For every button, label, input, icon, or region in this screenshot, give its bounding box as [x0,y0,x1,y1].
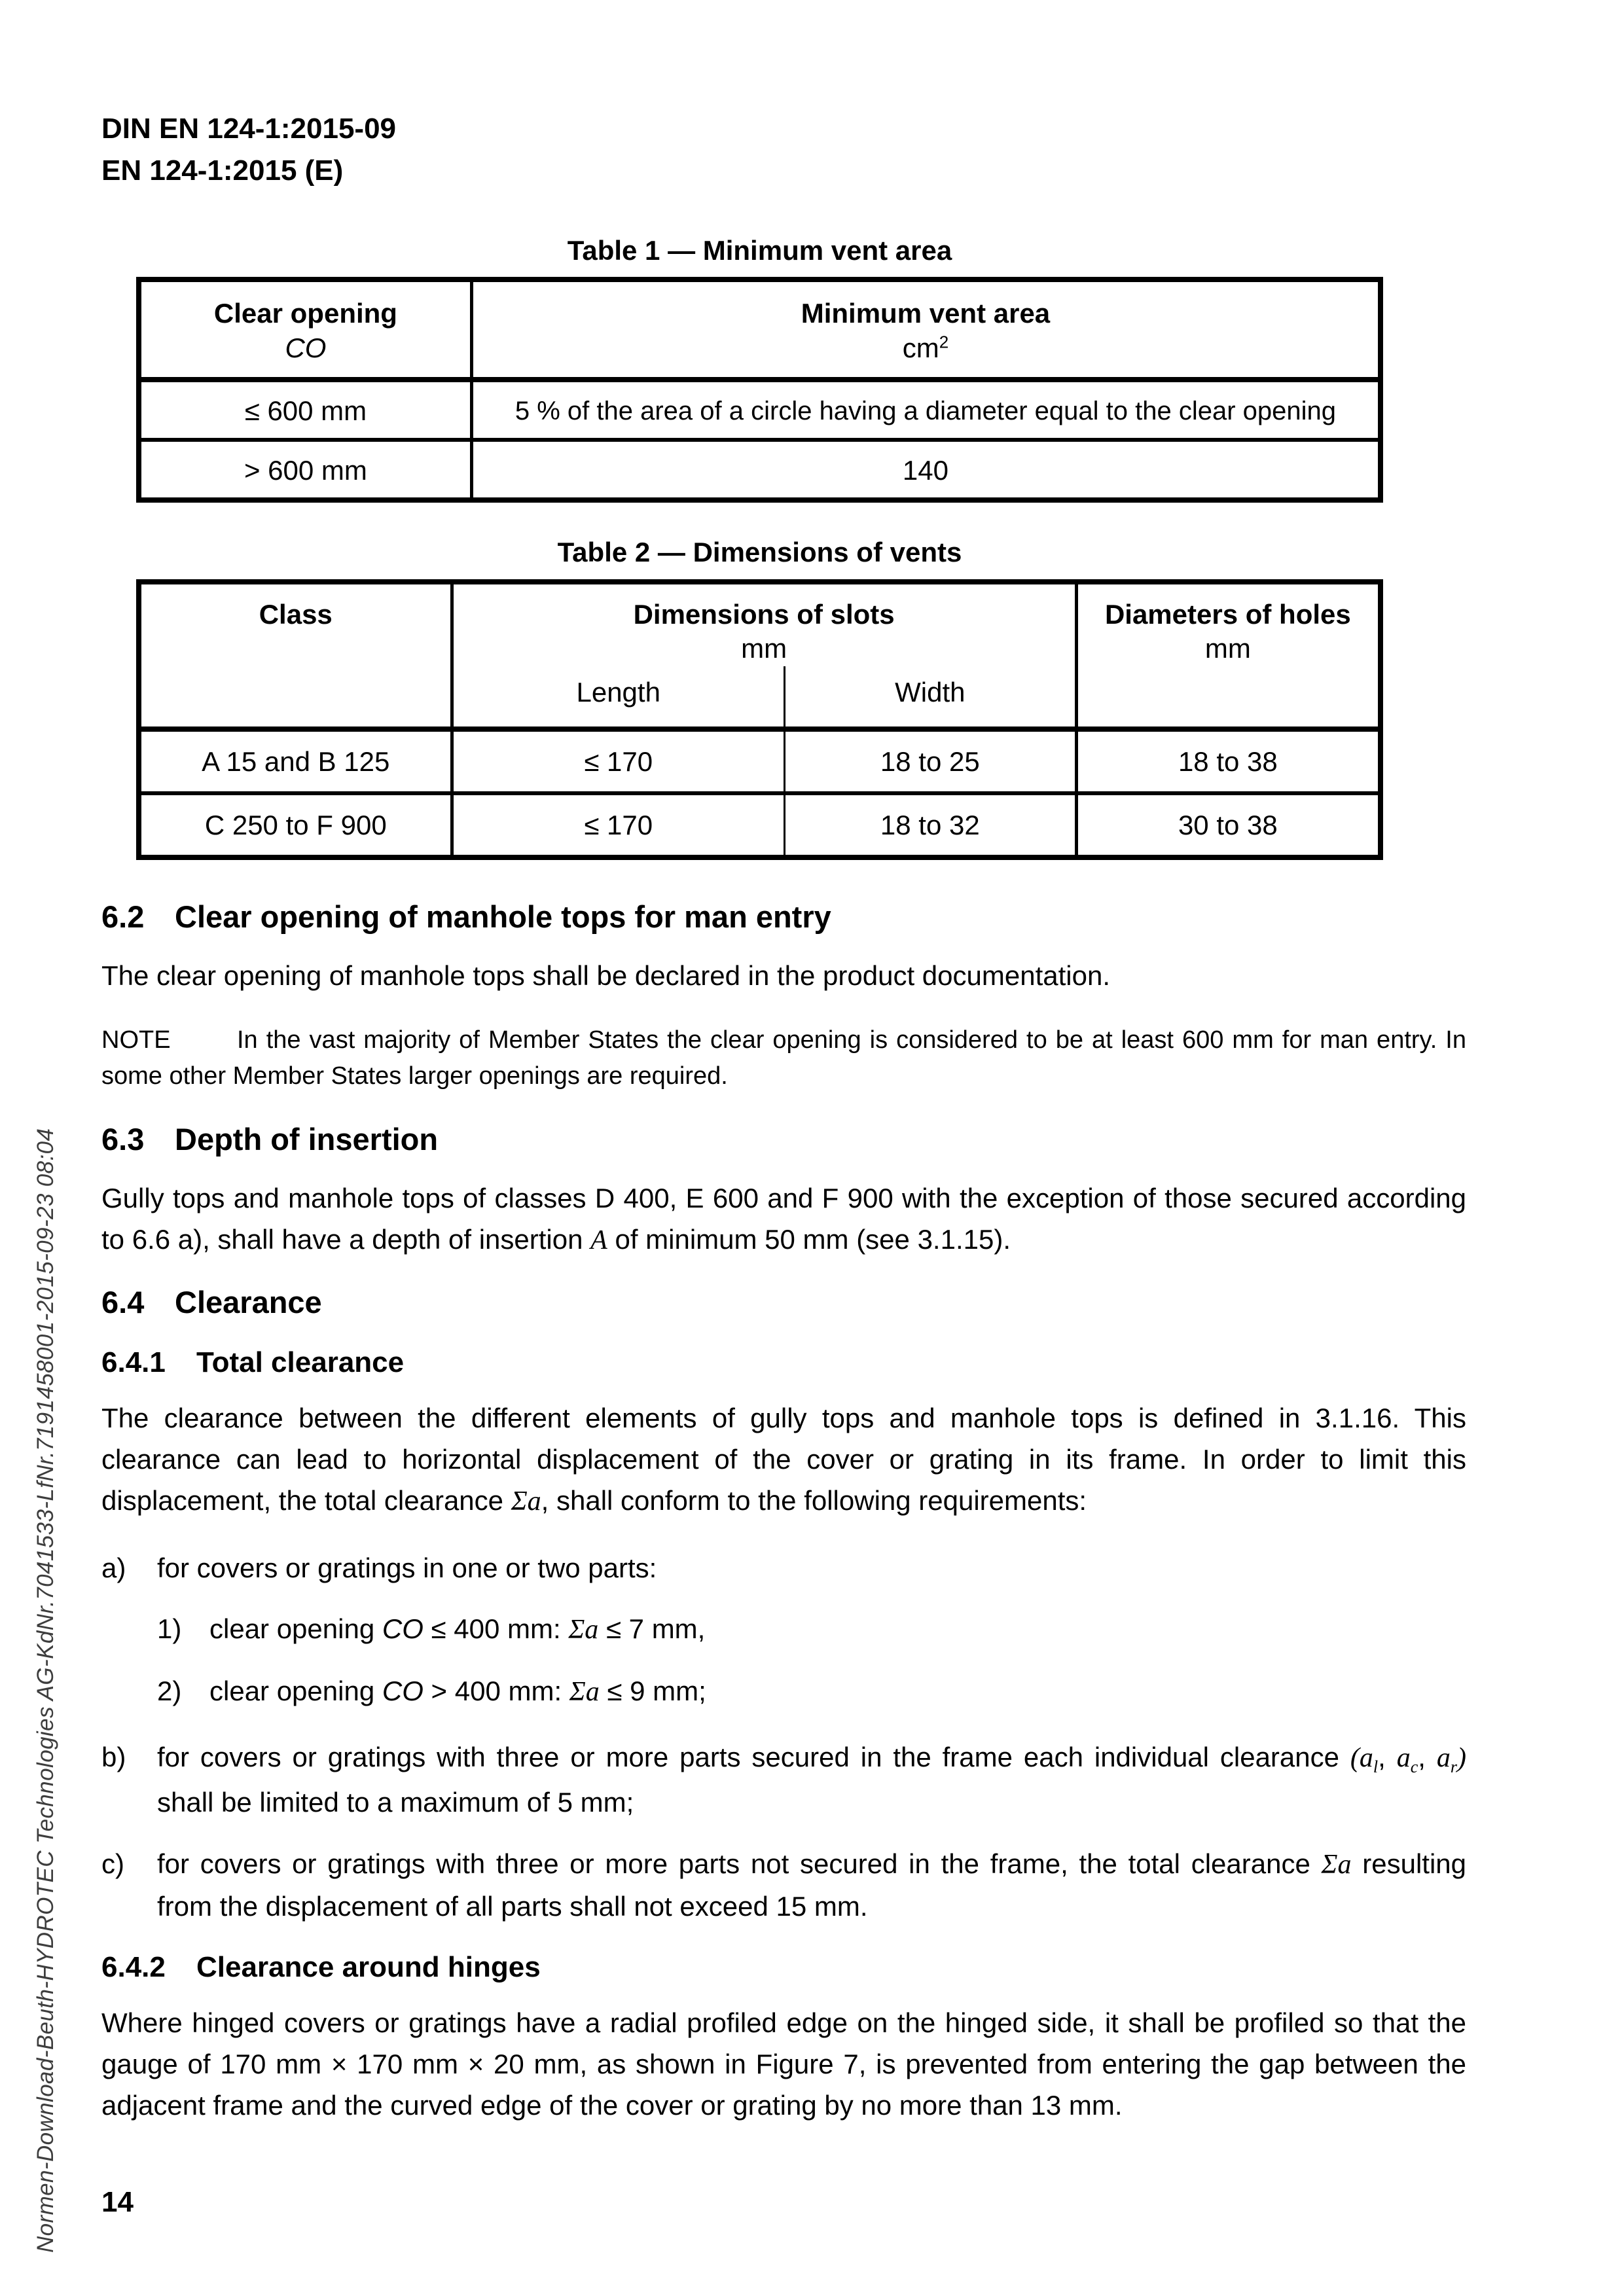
note-label: NOTE [101,1026,171,1054]
subscript-c: c [1410,1757,1418,1776]
table-header-cell-length: Length [452,666,784,730]
section-heading-6-4-1 [101,1344,1466,1380]
math-var-CO: CO [382,1613,424,1644]
sidebar-watermark: Normen-Download-Beuth-HYDROTEC Technologies AG-KdNr.7041533-LfNr.7191458001-2015-09-23 08:04 [33,1128,58,2253]
paragraph-6-3: Gully tops and manhole tops of classes D 400, E 600 and F 900 with the exception of those secured according to 6.6 a), shall have a depth of insertion A of minimum 50 mm (see 3.1.15). [101,1182,1466,1255]
section-title: Clearance around hinges [196,1950,541,1983]
table-cell: 30 to 38 [1076,793,1380,857]
table-header-cell-diameters-of-holes: Diameters of holes mm [1076,582,1380,730]
table-header-cell-min-vent-area: Minimum vent area $cm^2$ [471,279,1380,380]
section-heading-6-4 [101,1283,1466,1322]
subscript-l: l [1373,1757,1379,1776]
table-cell: 5 % of the area of a circle having a diameter equal to the clear opening [471,380,1380,440]
paragraph-6-4-2: Where hinged covers or gratings have a radial profiled edge on the hinged side, it shall be profiled so that the gauge of 170 mm × 170 mm × 20 mm, as shown in Figure 7, is prevented from entering the gap between the adjacent frame and the curved edge of the cover or grating by no more than 13 mm. [101,2007,1466,2121]
table-header-cell-clear-opening: Clear opening CO [213,298,397,363]
table-row [139,793,1380,857]
math-var-sigma-a: Σa [1321,1849,1352,1880]
table-header-cell-width: Width [784,666,1076,730]
page-number: 14 [101,2186,134,2218]
list-item-text: clear opening CO ≤ 400 mm: Σa ≤ 7 mm, [209,1613,706,1645]
list-item-a-1 [157,1608,1466,1651]
table-cell: 18 to 38 [1076,729,1380,793]
table-cell: ≤ 170 [452,793,784,857]
math-var-sigma-a: Σa [511,1486,541,1516]
section-title: Depth of insertion [175,1122,439,1157]
section-number: 6.4.2 [101,1950,166,1983]
list-label: 2) [157,1675,182,1706]
math-var-sigma-a: Σa [569,1676,600,1707]
dimensions-of-vents-table [136,579,1383,861]
list-label: a) [101,1552,126,1583]
table-cell: 140 [471,440,1380,500]
table-header-cell-dimensions-of-slots: Dimensions of slots mm [452,582,1076,666]
table-header-cell-class: Class [259,598,333,630]
section-title: Clear opening of manhole tops for man entry [175,899,831,935]
list-item-a-2 [157,1670,1466,1713]
minimum-vent-area-table [136,277,1383,503]
list-label: c) [101,1848,124,1879]
subscript-r: r [1450,1757,1457,1776]
section-title: Total clearance [196,1346,405,1378]
table1-section [136,234,1383,503]
paragraph-6-2: The clear opening of manhole tops shall be declared in the product documentation. [101,960,1110,991]
math-var-a-c: a [1396,1742,1411,1773]
table2-section [136,535,1383,860]
list-item-a [101,1547,1466,1588]
table2-caption: Table 2 — Dimensions of vents [557,537,962,568]
math-var-A: A [590,1225,607,1255]
section-heading-6-3 [101,1121,1466,1159]
document-header [101,108,1466,192]
math-var-a-l: a [1359,1742,1373,1773]
math-paren-close: ) [1457,1742,1466,1773]
table1-caption: Table 1 — Minimum vent area [567,234,952,266]
superscript-2: 2 [939,332,949,352]
note-text: In the vast majority of Member States the clear opening is considered to be at least 600 mm for man entry. In some other Member States larger openings are required. [101,1026,1466,1090]
section-number: 6.3 [101,1122,145,1157]
note-paragraph [101,1022,1466,1094]
table-cell: ≤ 170 [452,729,784,793]
list-item-b [101,1735,1466,1825]
section-number: 6.4 [101,1284,145,1319]
list-item-text: for covers or gratings with three or more parts not secured in the frame, the total clearance Σa resulting from the displacement of all parts shall not exceed 15 mm. [157,1848,1466,1922]
section-number: 6.2 [101,899,145,935]
section-number: 6.4.1 [101,1346,166,1378]
table-cell: ≤ 600 mm [139,380,471,440]
paragraph-6-4-1: The clearance between the different elements of gully tops and manhole tops is defined in 3.1.16. This clearance can lead to horizontal displacement of the cover or grating in its frame. In order to limit this displacement, the total clearance Σa, shall conform to the following requirements: [101,1402,1466,1516]
math-var-a-r: a [1436,1742,1451,1773]
table-header-row [139,582,1380,666]
list-item-text: clear opening CO > 400 mm: Σa ≤ 9 mm; [209,1675,706,1707]
list-label: b) [101,1741,126,1772]
list-label: 1) [157,1613,182,1644]
section-heading-6-4-2 [101,1949,1466,1985]
math-var-CO: CO [382,1675,424,1706]
math-var-sigma-a: Σa [568,1614,599,1645]
table-row [139,729,1380,793]
document-header-line2: EN 124-1:2015 (E) [101,154,344,187]
list-item-c [101,1843,1466,1927]
table-cell: 18 to 25 [784,729,1076,793]
table-cell: > 600 mm [139,440,471,500]
page-content [101,108,1466,2126]
section-title: Clearance [175,1284,322,1319]
math-paren-open: ( [1350,1742,1360,1773]
list-item-text: for covers or gratings in one or two parts: [157,1552,657,1583]
table-row [139,380,1380,440]
table-header-row [139,279,1380,380]
document-header-line1: DIN EN 124-1:2015-09 [101,113,397,145]
section-heading-6-2 [101,898,1466,937]
table-cell: A 15 and B 125 [139,729,452,793]
table-cell: 18 to 32 [784,793,1076,857]
list-item-text: for covers or gratings with three or more parts secured in the frame each individual clearance ($a_l$, $a_c$, $a_r$) shall be limited to a maximum of 5 mm; [157,1741,1466,1818]
table-cell: C 250 to F 900 [139,793,452,857]
table-row [139,440,1380,500]
